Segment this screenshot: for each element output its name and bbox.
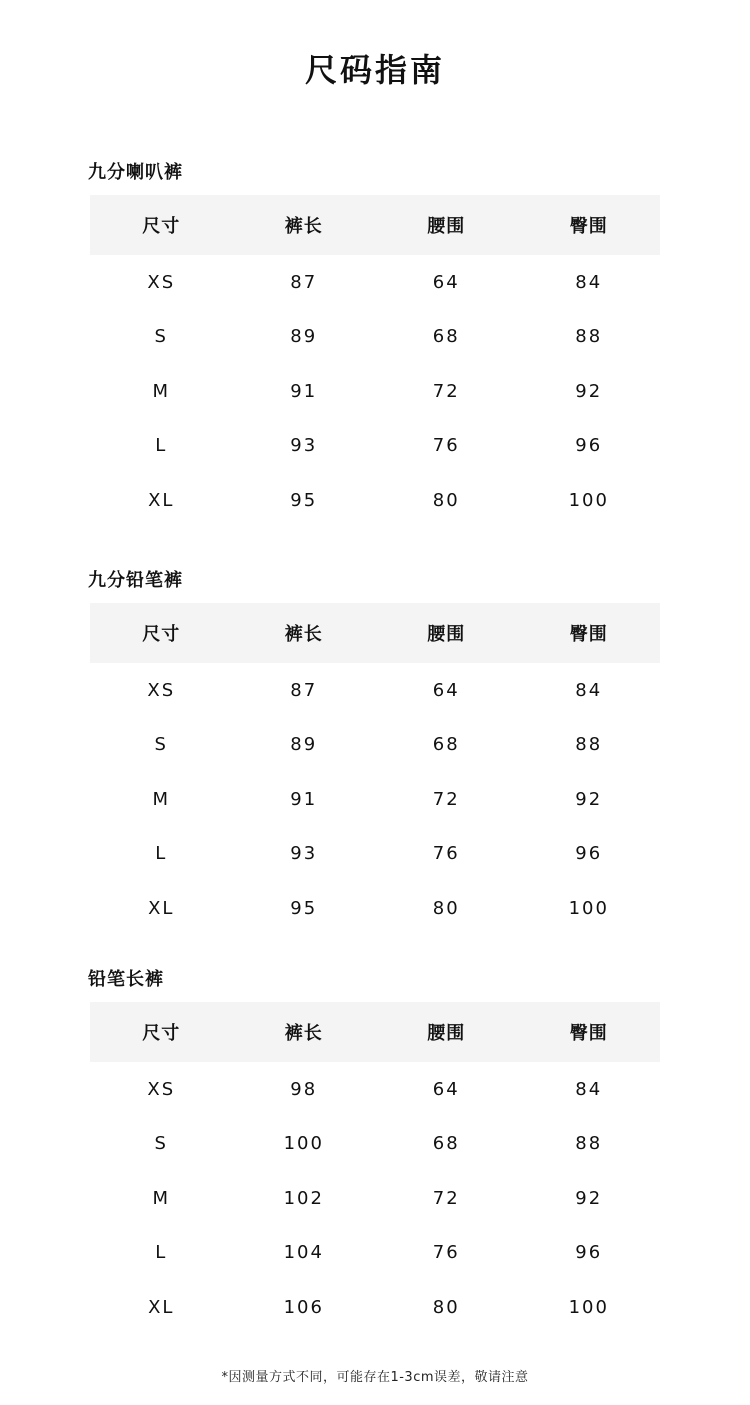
cell-size: L: [155, 1242, 168, 1264]
table-row: [90, 663, 660, 718]
cell-hip: 84: [575, 1078, 603, 1100]
cell-size: XS: [147, 1078, 176, 1100]
header-hip: 臀围: [569, 624, 608, 645]
table-body: [90, 255, 660, 528]
cell-size: XS: [147, 271, 176, 293]
table-row: [90, 419, 660, 474]
cell-length: 89: [290, 326, 318, 348]
cell-size: XL: [148, 1296, 175, 1318]
cell-size: S: [154, 734, 168, 756]
cell-hip: 100: [568, 897, 609, 919]
table-row: [90, 881, 660, 936]
page-title: 尺码指南: [304, 51, 445, 89]
cell-length: 106: [283, 1296, 324, 1318]
header-waist: 腰围: [427, 1023, 466, 1044]
cell-size: S: [154, 326, 168, 348]
section-title: 铅笔长裤: [88, 969, 164, 990]
header-waist: 腰围: [427, 216, 466, 237]
cell-waist: 76: [432, 843, 460, 865]
cell-length: 98: [290, 1078, 318, 1100]
cell-length: 95: [290, 897, 318, 919]
table-row: [90, 1226, 660, 1281]
cell-size: M: [152, 788, 171, 810]
cell-size: XL: [148, 489, 175, 511]
cell-waist: 72: [432, 1187, 460, 1209]
cell-size: M: [152, 1187, 171, 1209]
table-row: [90, 364, 660, 419]
cell-waist: 80: [432, 1296, 460, 1318]
cell-size: M: [152, 380, 171, 402]
table-header-row: [90, 603, 660, 663]
cell-length: 104: [283, 1242, 324, 1264]
cell-waist: 64: [432, 679, 460, 701]
cell-hip: 84: [575, 271, 603, 293]
cell-waist: 80: [432, 489, 460, 511]
cell-hip: 88: [575, 1133, 603, 1155]
cell-waist: 64: [432, 1078, 460, 1100]
table-row: [90, 473, 660, 528]
cell-waist: 80: [432, 897, 460, 919]
header-hip: 臀围: [569, 216, 608, 237]
cell-length: 100: [283, 1133, 324, 1155]
cell-waist: 72: [432, 788, 460, 810]
table-row: [90, 310, 660, 365]
header-size: 尺寸: [142, 1023, 181, 1044]
table-row: [90, 772, 660, 827]
cell-hip: 84: [575, 679, 603, 701]
cell-length: 95: [290, 489, 318, 511]
table-row: [90, 1280, 660, 1335]
cell-hip: 96: [575, 1242, 603, 1264]
cell-size: L: [155, 843, 168, 865]
table-row: [90, 718, 660, 773]
header-hip: 臀围: [569, 1023, 608, 1044]
table-row: [90, 827, 660, 882]
header-length: 裤长: [284, 216, 323, 237]
cell-length: 87: [290, 271, 318, 293]
cell-length: 91: [290, 788, 318, 810]
cell-waist: 68: [432, 326, 460, 348]
cell-hip: 92: [575, 788, 603, 810]
cell-hip: 92: [575, 1187, 603, 1209]
cell-size: XL: [148, 897, 175, 919]
cell-waist: 76: [432, 1242, 460, 1264]
section-title: 九分喇叭裤: [88, 162, 183, 183]
cell-waist: 64: [432, 271, 460, 293]
cell-hip: 100: [568, 1296, 609, 1318]
cell-length: 89: [290, 734, 318, 756]
header-length: 裤长: [284, 1023, 323, 1044]
cell-size: S: [154, 1133, 168, 1155]
cell-hip: 88: [575, 326, 603, 348]
header-size: 尺寸: [142, 624, 181, 645]
cell-length: 93: [290, 843, 318, 865]
header-length: 裤长: [284, 624, 323, 645]
cell-length: 93: [290, 435, 318, 457]
table-row: [90, 1062, 660, 1117]
cell-waist: 68: [432, 734, 460, 756]
cell-waist: 72: [432, 380, 460, 402]
table-row: [90, 1117, 660, 1172]
measurement-footnote: *因测量方式不同，可能存在1-3cm误差，敬请注意: [221, 1370, 529, 1385]
cell-length: 91: [290, 380, 318, 402]
size-table: [90, 603, 660, 936]
cell-length: 87: [290, 679, 318, 701]
table-header-row: [90, 195, 660, 255]
cell-waist: 68: [432, 1133, 460, 1155]
cell-waist: 76: [432, 435, 460, 457]
cell-hip: 92: [575, 380, 603, 402]
cell-size: XS: [147, 679, 176, 701]
section-title: 九分铅笔裤: [88, 570, 183, 591]
cell-hip: 96: [575, 843, 603, 865]
table-row: [90, 1171, 660, 1226]
size-table: [90, 1002, 660, 1335]
header-waist: 腰围: [427, 624, 466, 645]
table-row: [90, 255, 660, 310]
size-table: [90, 195, 660, 528]
cell-hip: 88: [575, 734, 603, 756]
table-body: [90, 1062, 660, 1335]
cell-hip: 96: [575, 435, 603, 457]
cell-size: L: [155, 435, 168, 457]
cell-length: 102: [283, 1187, 324, 1209]
cell-hip: 100: [568, 489, 609, 511]
table-header-row: [90, 1002, 660, 1062]
header-size: 尺寸: [142, 216, 181, 237]
table-body: [90, 663, 660, 936]
